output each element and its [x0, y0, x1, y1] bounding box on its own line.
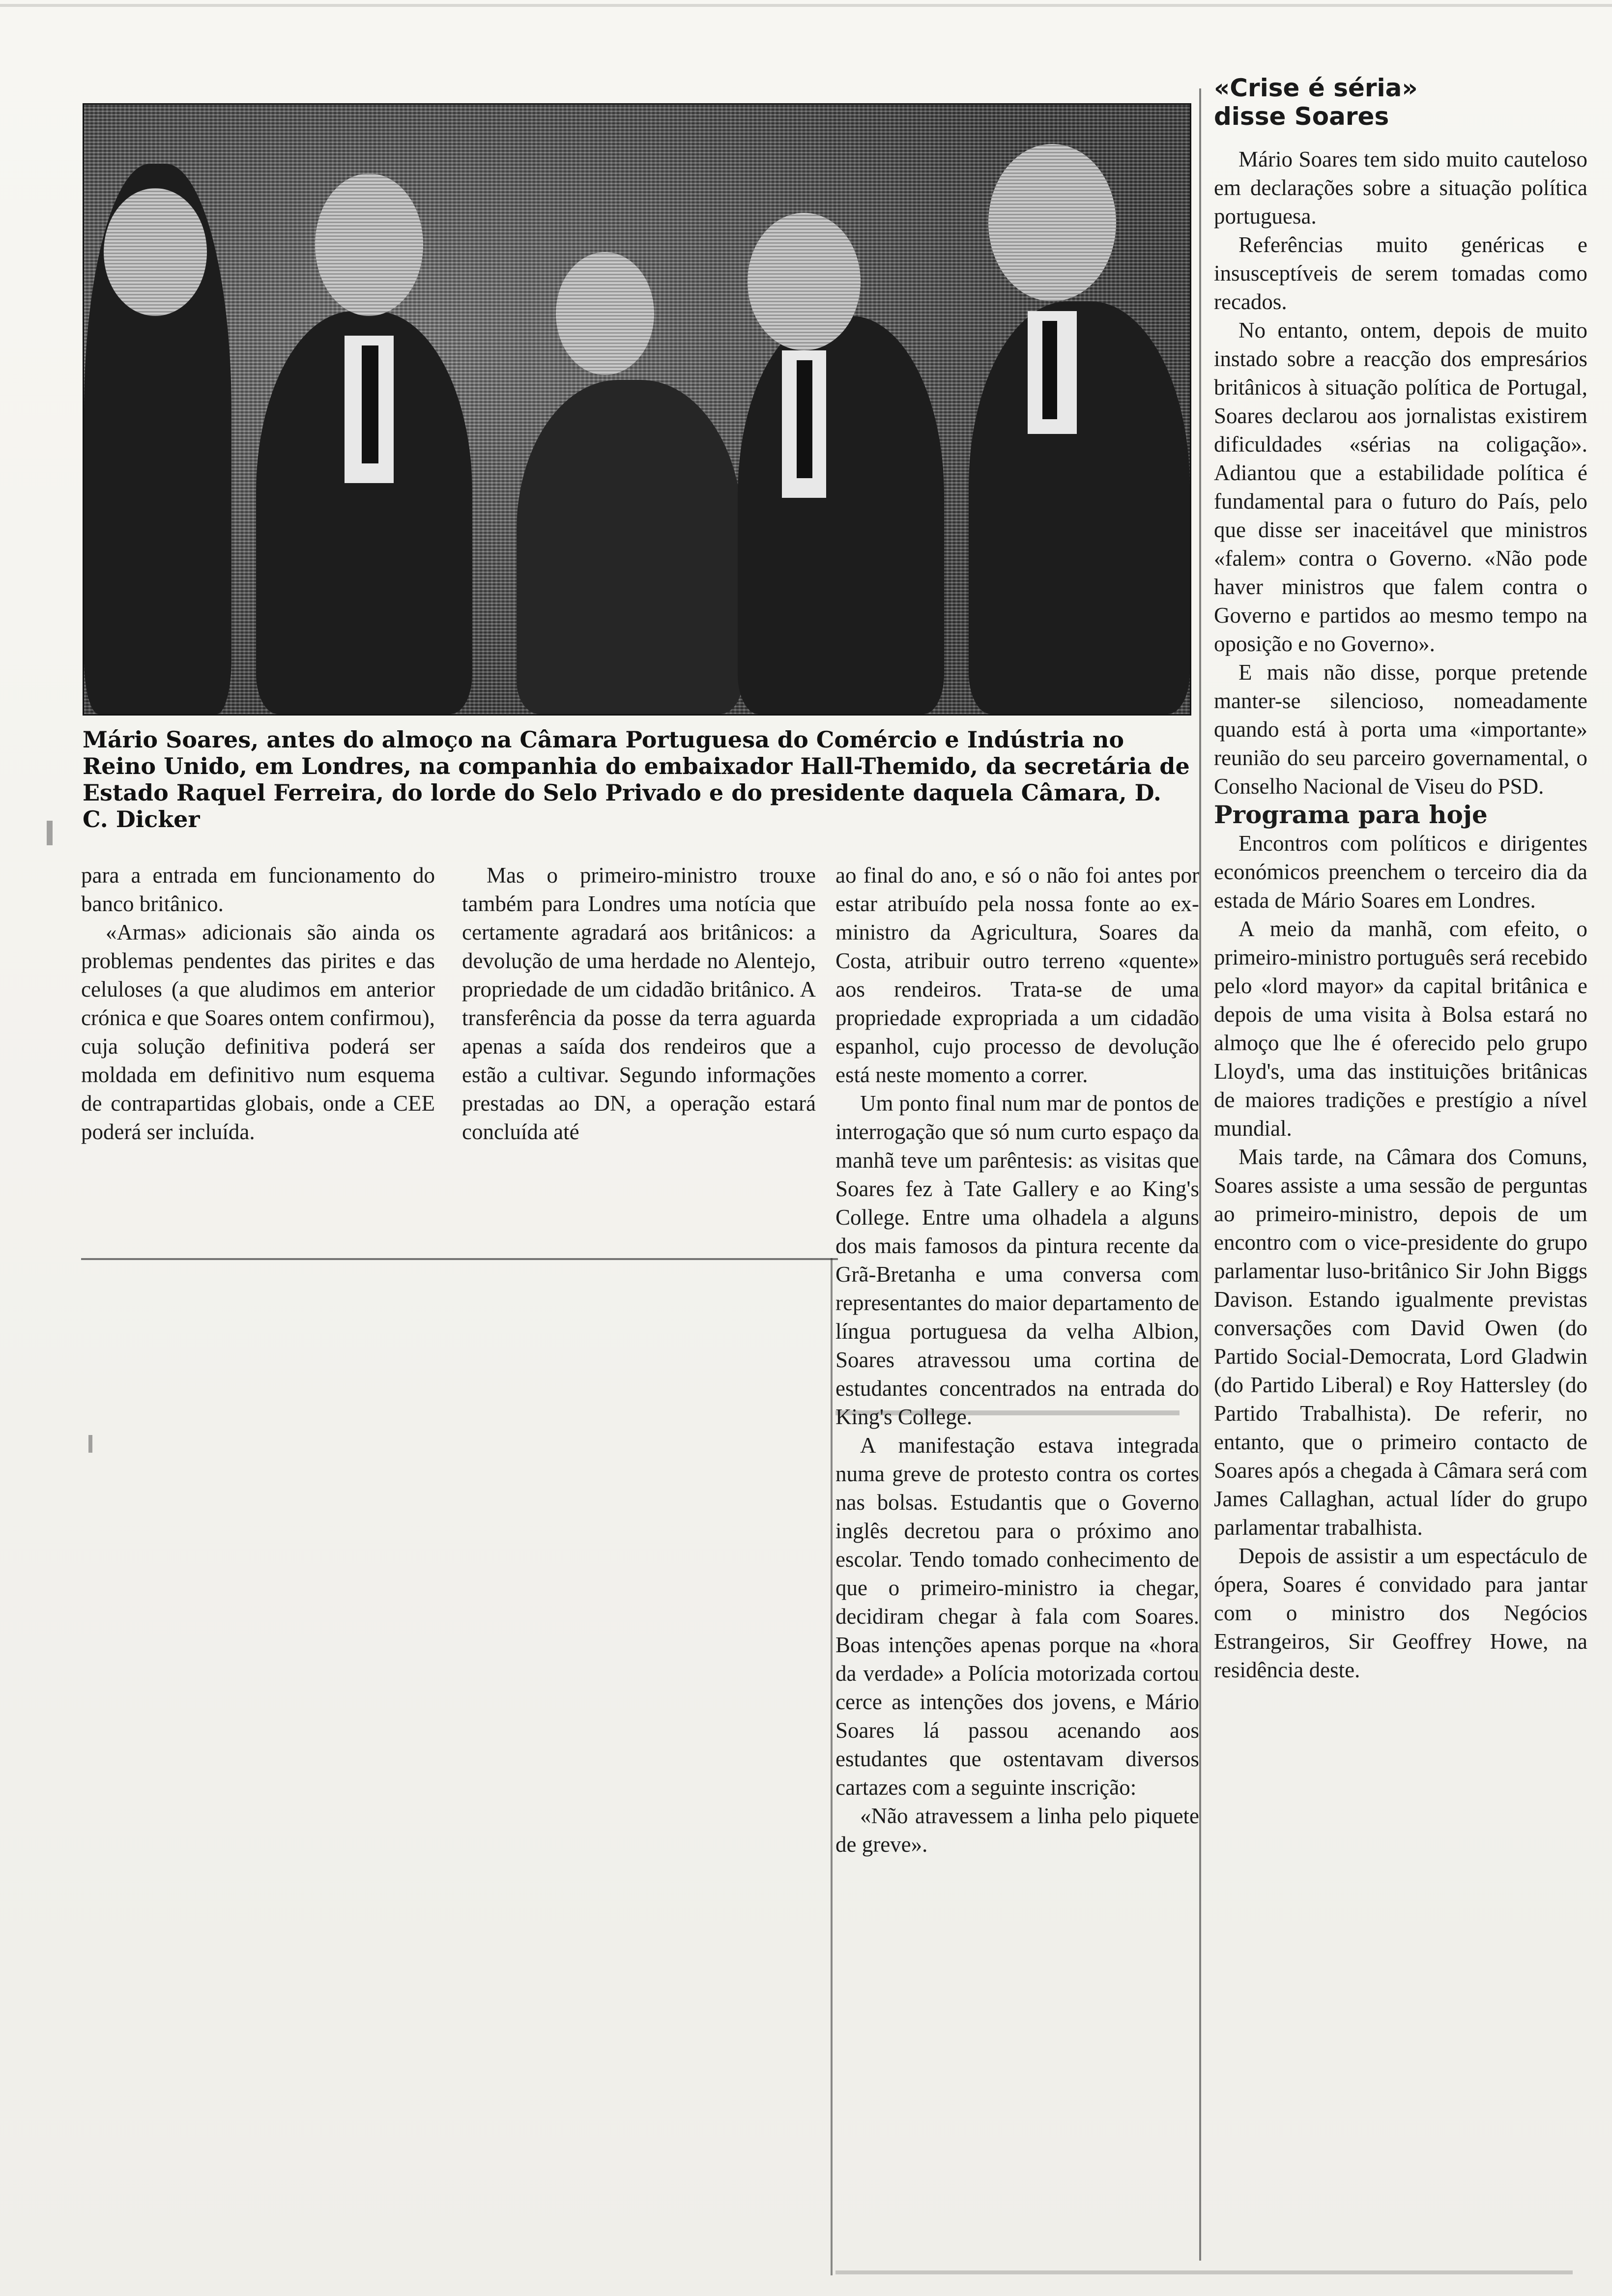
article-column-2	[462, 861, 816, 1146]
article-paragraph: para a entrada em funcionamento do banco britânico.	[81, 863, 435, 916]
person-head	[556, 252, 654, 375]
article-paragraph: A manifestação estava integrada numa greve de protesto contra os cortes nas bolsas. Estudantis que o Governo inglês decretou para o próximo ano escolar. Tendo tomado conhecimento de que o primeiro-ministro ia chegar, decidiram chegar à fala com Soares. Boas intenções apenas porque na «hora da verdade» a Polícia motorizada cortou cerce as intenções dos jovens, e Mário Soares lá passou acenando aos estudantes que ostentavam diversos cartazes com a seguinte inscrição:	[835, 1433, 1199, 1800]
sidebar-paragraph: Referências muito genéricas e insusceptíveis de serem tomadas como recados.	[1214, 232, 1587, 314]
clipping-edge-rule	[831, 1258, 833, 2275]
person-head	[988, 144, 1116, 301]
article-column-1	[81, 861, 435, 1146]
clipping-edge-rule	[81, 1258, 838, 1260]
sidebar-paragraph: Mário Soares tem sido muito cauteloso em declarações sobre a situação política portuguesa.	[1214, 147, 1587, 229]
program-paragraph: Encontros com políticos e dirigentes económicos preenchem o terceiro dia da estada de Mário Soares em Londres.	[1214, 831, 1587, 913]
sidebar-column	[1214, 145, 1587, 1684]
article-paragraph: ao final do ano, e só o não foi antes por estar atribuído pela nossa fonte ao ex-ministro da Agricultura, Soares da Costa, atribuir outro terreno «quente» aos rendeiros. Trata-se de uma propriedade expropriada a um cidadão espanhol, cujo processo de devolução está neste momento a correr.	[835, 863, 1199, 1087]
person-tie	[1042, 321, 1057, 419]
person-tie	[362, 345, 378, 463]
person-figure	[517, 380, 743, 714]
print-smudge	[835, 1410, 1180, 1415]
program-paragraph: A meio da manhã, com efeito, o primeiro-ministro português será recebido pelo «lord mayor» da capital britânica e depois de uma visita à Bolsa estará no almoço que lhe é oferecido pelo grupo Lloyd's, uma das instituições britânicas de maiores tradições e prestígio a nível mundial.	[1214, 917, 1587, 1141]
person-head	[748, 213, 861, 350]
person-tie	[797, 360, 812, 478]
article-paragraph: «Armas» adicionais são ainda os problemas pendentes das pirites e das celuloses (a que aludimos em anterior crónica e que Soares ontem confirmou), cuja solução definitiva poderá ser moldada em definitivo num esquema de contrapartidas globais, onde a CEE poderá ser incluída.	[81, 920, 435, 1144]
headline-line2: disse Soares	[1214, 102, 1389, 131]
sidebar-paragraph: No entanto, ontem, depois de muito instado sobre a reacção dos empresários britânicos à situação política de Portugal, Soares declarou aos jornalistas existirem dificuldades «sérias na coligação». Adiantou que a estabilidade política é fundamental para o futuro do País, pelo que disse ser inaceitável que ministros «falem» contra o Governo. «Não pode haver ministros que falem contra o Governo e partidos ao mesmo tempo na oposição e no Governo».	[1214, 318, 1587, 656]
print-smudge	[47, 821, 53, 845]
headline-line1: «Crise é séria»	[1214, 74, 1418, 102]
article-paragraph: Um ponto final num mar de pontos de interrogação que só num curto espaço da manhã teve um parêntesis: as visitas que Soares fez à Tate Gallery e ao King's College. Entre uma olhadela a alguns dos mais famosos da pintura recente da Grã-Bretanha e uma conversa com representantes do maior departamento de língua portuguesa da velha Albion, Soares atravessou uma cortina de estudantes concentrados na entrada do King's College.	[835, 1091, 1199, 1429]
photo-caption: Mário Soares, antes do almoço na Câmara Portuguesa do Comércio e Indústria no Reino Unido, em Londres, na companhia do embaixador Hall-Themido, da secretária de Estado Raquel Ferreira, do lorde do Selo Privado e do presidente daquela Câmara, D. C. Dicker	[83, 726, 1190, 832]
article-column-3	[835, 861, 1199, 1859]
news-photo	[83, 103, 1191, 716]
article-paragraph: «Não atravessem a linha pelo piquete de greve».	[835, 1804, 1199, 1857]
article-paragraph: Mas o primeiro-ministro trouxe também para Londres uma notícia que certamente agradará aos britânicos: a devolução de uma herdade no Alentejo, propriedade de um cidadão britânico. A transferência da posse da terra aguarda apenas a saída dos rendeiros que a estão a cultivar. Segundo informações prestadas ao DN, a operação estará concluída até	[462, 863, 816, 1144]
sidebar-headline	[1214, 74, 1587, 131]
column-rule	[1199, 88, 1201, 2261]
print-smudge	[835, 2270, 1573, 2274]
program-paragraph: Depois de assistir a um espectáculo de ópera, Soares é convidado para jantar com o ministro dos Negócios Estrangeiros, Sir Geoffrey Howe, na residência deste.	[1214, 1544, 1587, 1682]
person-figure	[738, 316, 944, 714]
program-heading: Programa para hoje	[1214, 800, 1488, 829]
person-head	[315, 173, 423, 316]
print-smudge	[0, 4, 1612, 7]
print-smudge	[88, 1435, 92, 1453]
program-paragraph: Mais tarde, na Câmara dos Comuns, Soares assiste a uma sessão de perguntas ao primeiro-ministro, depois de um encontro com o vice-presidente do grupo parlamentar luso-britânico Sir John Biggs Davison. Estando igualmente previstas conversações com David Owen (do Partido Social-Democrata, Lord Gladwin (do Partido Liberal) e Roy Hattersley (do Partido Trabalhista). De referir, no entanto, que o primeiro contacto de Soares após a chegada à Câmara será com James Callaghan, actual líder do grupo parlamentar trabalhista.	[1214, 1145, 1587, 1540]
sidebar-paragraph: E mais não disse, porque pretende manter-se silencioso, nomeadamente quando está à porta uma «importante» reunião do seu parceiro governamental, o Conselho Nacional de Viseu do PSD.	[1214, 660, 1587, 799]
person-head	[104, 188, 207, 316]
person-figure	[969, 301, 1190, 714]
